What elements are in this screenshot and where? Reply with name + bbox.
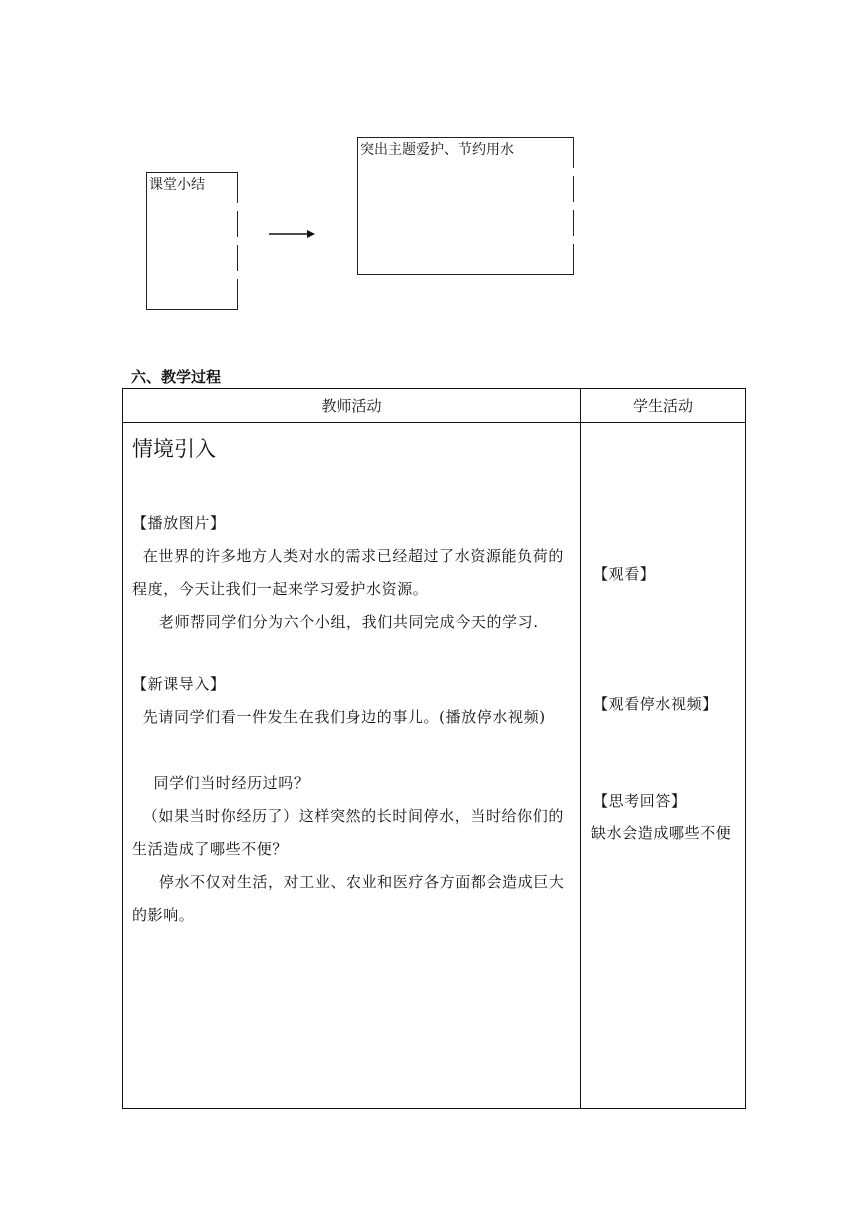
header-teacher-activity: 教师活动 [123,389,581,423]
teaching-process-table [122,388,746,1109]
student-line: 缺水会造成哪些不便 [591,824,732,842]
summary-box [146,172,238,310]
teacher-line: 先请同学们看一件发生在我们身边的事儿。(播放停水视频) [132,708,546,726]
student-activity-cell [581,423,746,1109]
arrow-right-icon [269,229,315,239]
box-tick [237,203,238,211]
teacher-activity-cell [123,423,581,1109]
box-tick [573,236,574,244]
theme-box [357,137,574,275]
teacher-line: 老师帮同学们分为六个小组，我们共同完成今天的学习. [132,613,539,631]
section-title: 六、教学过程 [131,368,222,386]
theme-box-label: 突出主题爱护、节约用水 [360,142,514,158]
teacher-line: （如果当时你经历了）这样突然的长时间停水，当时给你们的生活造成了哪些不便？ [132,807,564,858]
box-tick [573,168,574,176]
teacher-line: 【新课导入】 [132,675,226,693]
student-line: 【观看】 [593,565,656,583]
student-line: 【观看停水视频】 [593,695,718,713]
section-heading: 情境引入 [132,437,216,461]
teacher-line: 停水不仅对生活，对工业、农业和医疗各方面都会造成巨大的影响。 [132,873,565,924]
box-tick [573,202,574,210]
teacher-line: 【播放图片】 [132,514,226,532]
box-tick [237,237,238,245]
summary-box-label: 课堂小结 [149,177,205,193]
header-student-activity: 学生活动 [581,389,746,423]
teacher-line: 在世界的许多地方人类对水的需求已经超过了水资源能负荷的程度，今天让我们一起来学习爱护水资源。 [132,547,564,598]
teacher-line: 同学们当时经历过吗？ [132,774,310,792]
box-tick [237,271,238,279]
student-line: 【思考回答】 [593,792,687,810]
